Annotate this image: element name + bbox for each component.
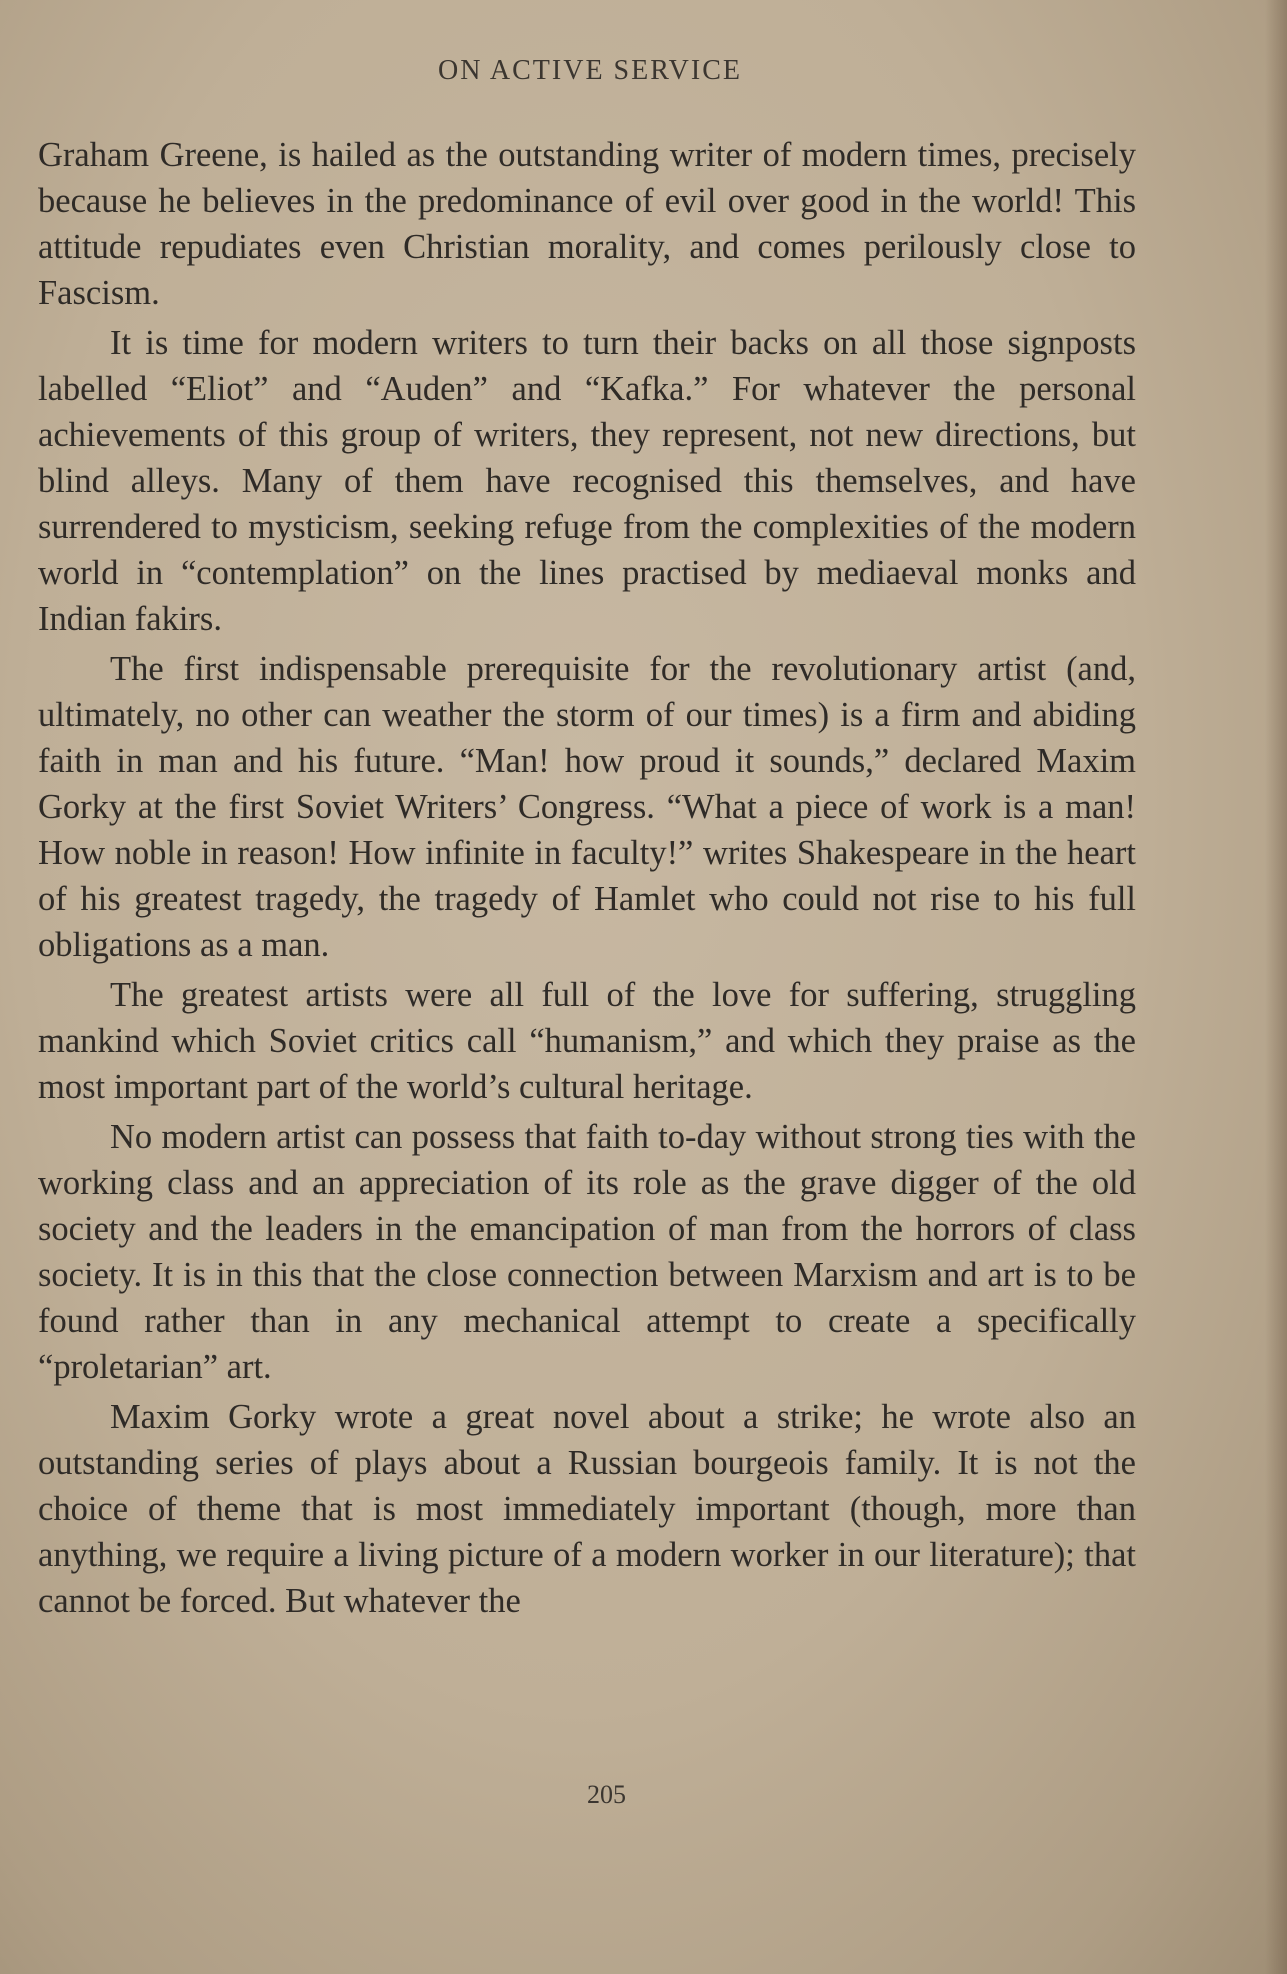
body-text [38, 132, 1136, 1628]
paragraph: The first indispensable prerequisite for the revolutionary artist (and, ultimately, no other can weather the storm of our times) is a firm and abiding faith in man and his future. “Man! how proud it sounds,” declared Maxim Gorky at the first Soviet Writers’ Congress. “What a piece of work is a man! How noble in reason! How infinite in faculty!” writes Shakespeare in the heart of his greatest tragedy, the tragedy of Hamlet who could not rise to his full obligations as a man. [38, 650, 1136, 964]
paragraph: Maxim Gorky wrote a great novel about a strike; he wrote also an outstanding series of plays about a Russian bourgeois family. It is not the choice of theme that is most immediately important (though, more than anything, we require a living picture of a modern worker in our literature); that cannot be forced. But whatever the [38, 1398, 1136, 1620]
paragraph: The greatest artists were all full of the love for suffering, struggling mankind which Soviet critics call “humanism,” and which they praise as the most important part of the world’s cultural heritage. [38, 976, 1136, 1106]
running-head: ON ACTIVE SERVICE [438, 55, 742, 86]
page-number: 205 [587, 1780, 626, 1809]
paragraph: No modern artist can possess that faith to-day without strong ties with the working class and an appreciation of its role as the grave digger of the old society and the leaders in the emancipation of man from the horrors of class society. It is in this that the close connection between Marxism and art is to be found rather than in any mechanical attempt to create a specifically “proletarian” art. [38, 1118, 1136, 1386]
paragraph: It is time for modern writers to turn their backs on all those signposts labelled “Eliot” and “Auden” and “Kafka.” For whatever the personal achievements of this group of writers, they represent, not new directions, but blind alleys. Many of them have recognised this themselves, and have surrendered to mysticism, seeking refuge from the complexities of the modern world in “contemplation” on the lines practised by mediaeval monks and Indian fakirs. [38, 324, 1136, 638]
paragraph: Graham Greene, is hailed as the outstanding writer of modern times, precisely because he believes in the predominance of evil over good in the world! This attitude repudiates even Christian morality, and comes perilously close to Fascism. [38, 136, 1136, 312]
page-edge-shadow [1265, 0, 1287, 1974]
